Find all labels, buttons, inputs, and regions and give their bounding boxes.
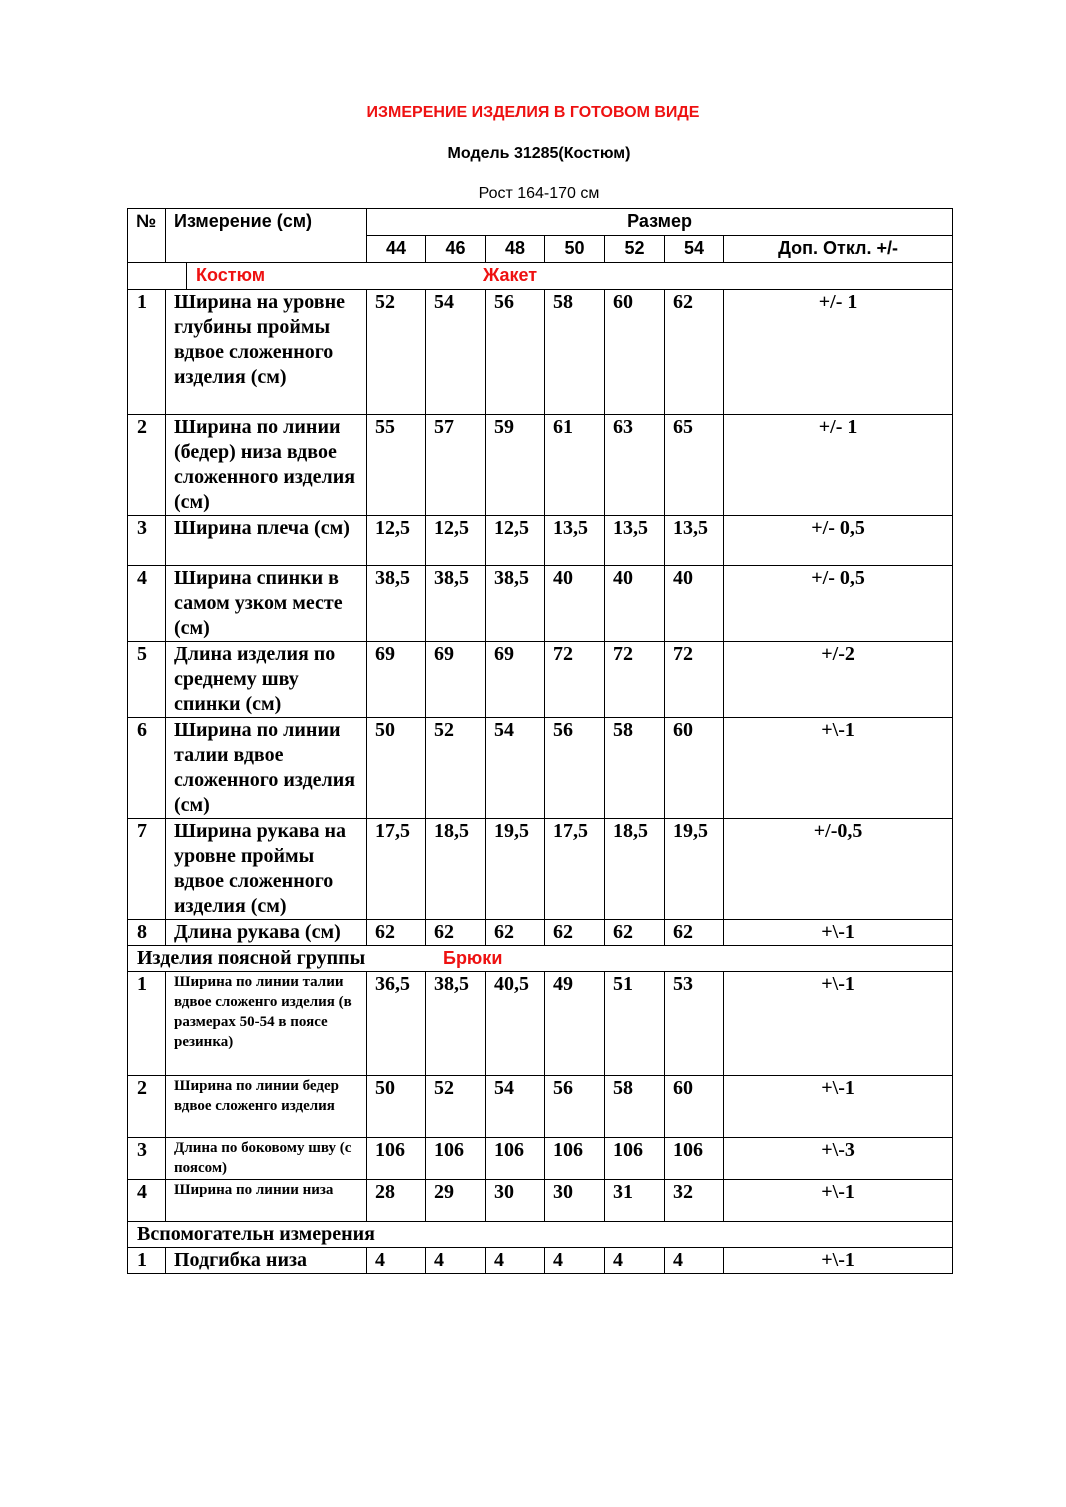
size-value-54: 62 bbox=[665, 920, 724, 946]
size-value-52: 31 bbox=[605, 1180, 665, 1222]
row-measure-name: Длина по боковому шву (с поясом) bbox=[166, 1138, 367, 1180]
size-value-54: 72 bbox=[665, 642, 724, 718]
size-value-52: 60 bbox=[605, 290, 665, 415]
size-value-52: 58 bbox=[605, 1076, 665, 1138]
size-value-54: 4 bbox=[665, 1248, 724, 1274]
table-row bbox=[128, 718, 953, 819]
size-value-52: 4 bbox=[605, 1248, 665, 1274]
size-value-48: 54 bbox=[486, 1076, 545, 1138]
table-row bbox=[128, 1248, 953, 1274]
row-tolerance: +/- 0,5 bbox=[724, 516, 953, 566]
section-aux bbox=[128, 1222, 953, 1248]
size-value-46: 38,5 bbox=[426, 972, 486, 1076]
size-value-44: 52 bbox=[367, 290, 426, 415]
row-measure-name: Длина изделия по среднему шву спинки (см) bbox=[166, 642, 367, 718]
size-value-44: 38,5 bbox=[367, 566, 426, 642]
row-tolerance: +\-1 bbox=[724, 1076, 953, 1138]
size-48: 48 bbox=[486, 236, 545, 263]
model-name: Модель 31285(Костюм) bbox=[447, 145, 631, 162]
size-value-54: 32 bbox=[665, 1180, 724, 1222]
row-tolerance: +/- 1 bbox=[724, 290, 953, 415]
size-54: 54 bbox=[665, 236, 724, 263]
trousers-rows bbox=[128, 972, 953, 1222]
size-value-54: 106 bbox=[665, 1138, 724, 1180]
size-value-50: 62 bbox=[545, 920, 605, 946]
row-tolerance: +/- 0,5 bbox=[724, 566, 953, 642]
section-label-waist: Изделия поясной группы bbox=[137, 947, 366, 969]
row-number: 1 bbox=[128, 290, 166, 415]
height-range: Рост 164-170 см bbox=[478, 185, 600, 202]
header-measure: Измерение (см) bbox=[166, 209, 367, 263]
row-number: 3 bbox=[128, 516, 166, 566]
size-value-48: 12,5 bbox=[486, 516, 545, 566]
size-value-54: 40 bbox=[665, 566, 724, 642]
table-row bbox=[128, 1180, 953, 1222]
size-value-46: 69 bbox=[426, 642, 486, 718]
table-row bbox=[128, 972, 953, 1076]
size-value-50: 4 bbox=[545, 1248, 605, 1274]
row-number: 6 bbox=[128, 718, 166, 819]
size-value-50: 30 bbox=[545, 1180, 605, 1222]
size-value-46: 52 bbox=[426, 718, 486, 819]
size-value-50: 72 bbox=[545, 642, 605, 718]
row-measure-name: Ширина плеча (см) bbox=[166, 516, 367, 566]
size-value-46: 62 bbox=[426, 920, 486, 946]
section-label-trousers: Брюки bbox=[443, 948, 503, 968]
section-waist-group bbox=[128, 946, 953, 972]
size-value-54: 60 bbox=[665, 1076, 724, 1138]
size-value-44: 36,5 bbox=[367, 972, 426, 1076]
size-value-54: 62 bbox=[665, 290, 724, 415]
size-value-52: 106 bbox=[605, 1138, 665, 1180]
row-number: 4 bbox=[128, 1180, 166, 1222]
section-label-suit: Костюм bbox=[196, 265, 266, 285]
table-row bbox=[128, 516, 953, 566]
size-value-52: 58 bbox=[605, 718, 665, 819]
size-value-48: 30 bbox=[486, 1180, 545, 1222]
row-tolerance: +/-0,5 bbox=[724, 819, 953, 920]
size-value-48: 56 bbox=[486, 290, 545, 415]
row-measure-name: Ширина на уровне глубины проймы вдвое сложенного изделия (см) bbox=[166, 290, 367, 415]
size-value-48: 106 bbox=[486, 1138, 545, 1180]
row-number: 4 bbox=[128, 566, 166, 642]
size-value-46: 54 bbox=[426, 290, 486, 415]
row-number: 2 bbox=[128, 415, 166, 516]
row-number: 2 bbox=[128, 1076, 166, 1138]
size-value-54: 60 bbox=[665, 718, 724, 819]
header-size: Размер bbox=[367, 209, 953, 236]
size-value-52: 72 bbox=[605, 642, 665, 718]
row-measure-name: Ширина по линии бедер вдвое сложенго изделия bbox=[166, 1076, 367, 1138]
size-value-48: 59 bbox=[486, 415, 545, 516]
row-measure-name: Ширина рукава на уровне проймы вдвое сложенного изделия (см) bbox=[166, 819, 367, 920]
size-value-50: 61 bbox=[545, 415, 605, 516]
size-value-50: 106 bbox=[545, 1138, 605, 1180]
row-tolerance: +/- 1 bbox=[724, 415, 953, 516]
size-value-52: 18,5 bbox=[605, 819, 665, 920]
size-44: 44 bbox=[367, 236, 426, 263]
size-value-46: 52 bbox=[426, 1076, 486, 1138]
size-value-50: 13,5 bbox=[545, 516, 605, 566]
row-tolerance: +\-1 bbox=[724, 920, 953, 946]
size-value-44: 4 bbox=[367, 1248, 426, 1274]
size-value-48: 69 bbox=[486, 642, 545, 718]
size-value-46: 38,5 bbox=[426, 566, 486, 642]
size-value-52: 13,5 bbox=[605, 516, 665, 566]
row-measure-name: Ширина по линии (бедер) низа вдвое сложенного изделия (см) bbox=[166, 415, 367, 516]
table-row bbox=[128, 920, 953, 946]
row-number: 1 bbox=[128, 1248, 166, 1274]
measurements-table bbox=[127, 208, 953, 1274]
size-value-52: 63 bbox=[605, 415, 665, 516]
size-value-54: 65 bbox=[665, 415, 724, 516]
size-value-46: 18,5 bbox=[426, 819, 486, 920]
size-value-50: 58 bbox=[545, 290, 605, 415]
size-value-44: 50 bbox=[367, 718, 426, 819]
table-row bbox=[128, 1076, 953, 1138]
table-row bbox=[128, 415, 953, 516]
row-tolerance: +\-1 bbox=[724, 718, 953, 819]
section-jacket bbox=[128, 263, 953, 290]
row-measure-name: Ширина по линии низа bbox=[166, 1180, 367, 1222]
jacket-rows bbox=[128, 290, 953, 946]
size-value-46: 4 bbox=[426, 1248, 486, 1274]
size-value-46: 29 bbox=[426, 1180, 486, 1222]
table-row bbox=[128, 1138, 953, 1180]
size-value-44: 69 bbox=[367, 642, 426, 718]
size-value-54: 53 bbox=[665, 972, 724, 1076]
table-row bbox=[128, 642, 953, 718]
row-number: 5 bbox=[128, 642, 166, 718]
size-value-50: 40 bbox=[545, 566, 605, 642]
row-measure-name: Ширина по линии талии вдвое сложенного изделия (см) bbox=[166, 718, 367, 819]
size-value-54: 19,5 bbox=[665, 819, 724, 920]
size-value-44: 55 bbox=[367, 415, 426, 516]
aux-rows bbox=[128, 1248, 953, 1274]
row-measure-name: Ширина спинки в самом узком месте (см) bbox=[166, 566, 367, 642]
row-number: 1 bbox=[128, 972, 166, 1076]
size-46: 46 bbox=[426, 236, 486, 263]
row-tolerance: +\-1 bbox=[724, 1180, 953, 1222]
size-value-46: 57 bbox=[426, 415, 486, 516]
size-value-50: 17,5 bbox=[545, 819, 605, 920]
size-50: 50 bbox=[545, 236, 605, 263]
size-value-44: 106 bbox=[367, 1138, 426, 1180]
row-tolerance: +\-3 bbox=[724, 1138, 953, 1180]
section-divider bbox=[186, 263, 187, 290]
size-value-48: 38,5 bbox=[486, 566, 545, 642]
section-label-jacket: Жакет bbox=[483, 265, 538, 285]
size-value-44: 50 bbox=[367, 1076, 426, 1138]
size-value-44: 12,5 bbox=[367, 516, 426, 566]
row-number: 8 bbox=[128, 920, 166, 946]
row-tolerance: +/-2 bbox=[724, 642, 953, 718]
row-measure-name: Подгибка низа bbox=[166, 1248, 367, 1274]
size-value-52: 62 bbox=[605, 920, 665, 946]
table-row bbox=[128, 566, 953, 642]
header-tolerance: Доп. Откл. +/- bbox=[724, 236, 953, 263]
size-value-50: 56 bbox=[545, 1076, 605, 1138]
table-row bbox=[128, 819, 953, 920]
size-value-54: 13,5 bbox=[665, 516, 724, 566]
size-value-48: 62 bbox=[486, 920, 545, 946]
size-value-52: 40 bbox=[605, 566, 665, 642]
size-value-46: 12,5 bbox=[426, 516, 486, 566]
row-measure-name: Ширина по линии талии вдвое сложенго изделия (в размерах 50-54 в поясе резинка) bbox=[166, 972, 367, 1076]
row-tolerance: +\-1 bbox=[724, 1248, 953, 1274]
size-value-48: 19,5 bbox=[486, 819, 545, 920]
row-measure-name: Длина рукава (см) bbox=[166, 920, 367, 946]
size-52: 52 bbox=[605, 236, 665, 263]
size-value-50: 56 bbox=[545, 718, 605, 819]
header-num: № bbox=[128, 209, 166, 263]
row-number: 3 bbox=[128, 1138, 166, 1180]
page-title: ИЗМЕРЕНИЕ ИЗДЕЛИЯ В ГОТОВОМ ВИДЕ bbox=[366, 104, 700, 121]
size-value-48: 4 bbox=[486, 1248, 545, 1274]
section-label-aux: Вспомогательн измерения bbox=[137, 1223, 375, 1245]
row-tolerance: +\-1 bbox=[724, 972, 953, 1076]
size-value-44: 62 bbox=[367, 920, 426, 946]
size-value-44: 28 bbox=[367, 1180, 426, 1222]
size-value-44: 17,5 bbox=[367, 819, 426, 920]
size-value-48: 54 bbox=[486, 718, 545, 819]
size-value-48: 40,5 bbox=[486, 972, 545, 1076]
size-value-52: 51 bbox=[605, 972, 665, 1076]
size-value-50: 49 bbox=[545, 972, 605, 1076]
size-value-46: 106 bbox=[426, 1138, 486, 1180]
row-number: 7 bbox=[128, 819, 166, 920]
table-row bbox=[128, 290, 953, 415]
